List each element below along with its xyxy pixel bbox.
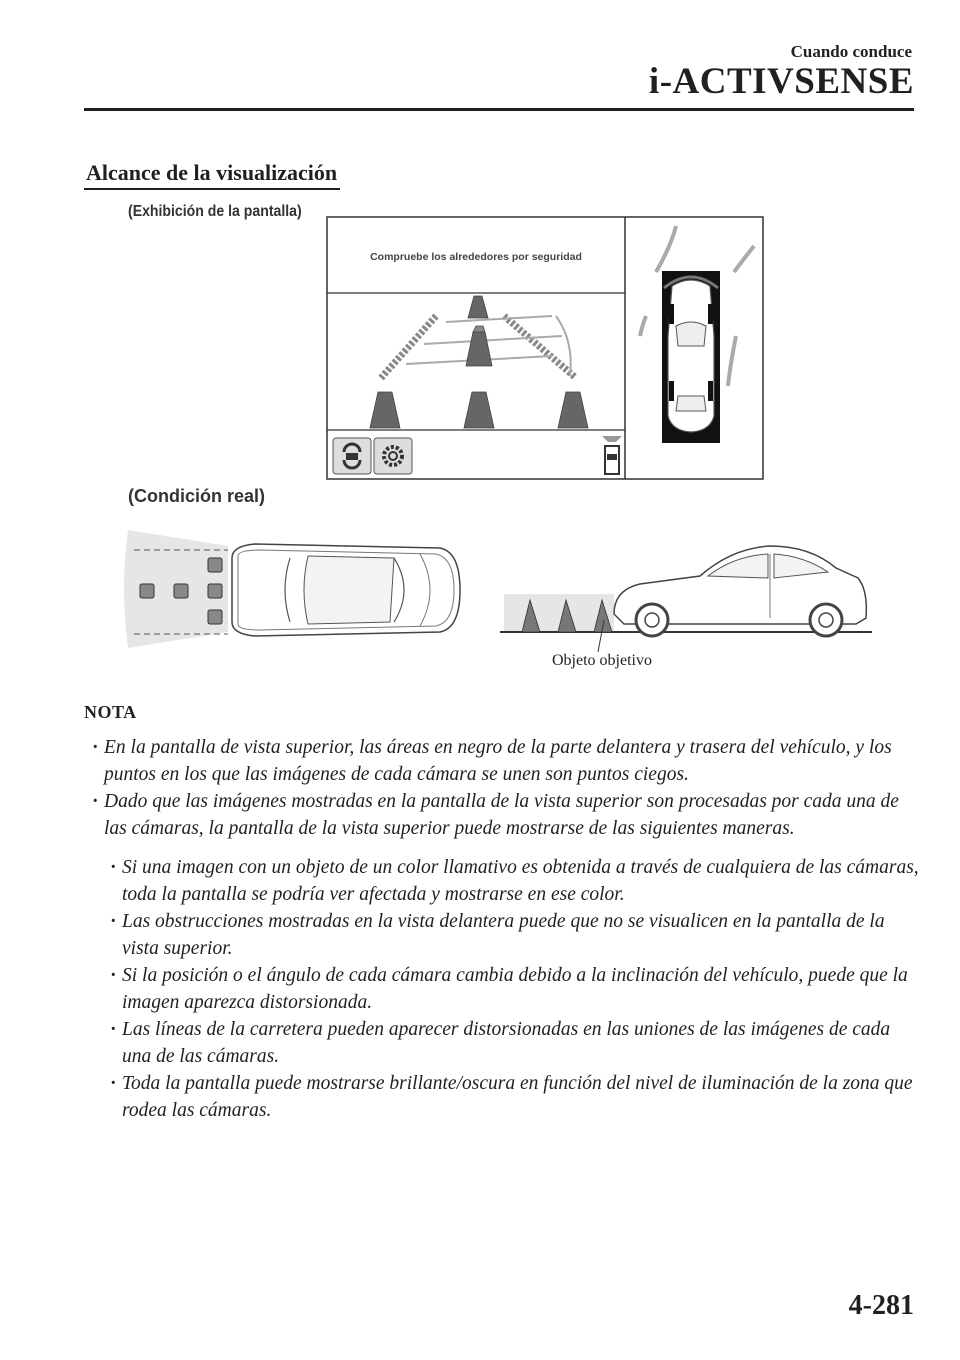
screen-banner-text: Compruebe los alrededores por seguridad bbox=[370, 251, 582, 263]
actual-condition-label: (Condición real) bbox=[128, 486, 266, 506]
settings-gear-button[interactable] bbox=[374, 438, 412, 474]
note-subitem: · Toda la pantalla puede mostrarse brillante/oscura en función del nivel de iluminación de la zona que rodea las cámaras. bbox=[102, 1070, 924, 1124]
camera-switch-button[interactable] bbox=[333, 438, 371, 474]
note-subitem: · Si una imagen con un objeto de un color llamativo es obtenida a través de cualquiera de las cámaras, toda la pantalla se podría ver afectada y mostrarse en ese color. bbox=[102, 854, 924, 908]
note-subitem: · Si la posición o el ángulo de cada cámara cambia debido a la inclinación del vehículo, puede que la imagen aparezca distorsionada. bbox=[102, 962, 924, 1016]
section-title-underline bbox=[84, 188, 340, 190]
note-subitem: · Las obstrucciones mostradas en la vista delantera puede que no se visualicen en la pantalla de la vista superior. bbox=[102, 908, 924, 962]
section-title: Alcance de la visualización bbox=[86, 160, 338, 185]
side-view-scene bbox=[500, 546, 872, 652]
note-list bbox=[84, 734, 924, 842]
screen-display-figure bbox=[326, 216, 764, 480]
note-body bbox=[84, 734, 924, 1124]
note-heading: NOTA bbox=[84, 702, 137, 722]
header-rule bbox=[84, 108, 914, 111]
target-object-label: Objeto objetivo bbox=[552, 652, 652, 669]
screen-display-label: (Exhibición de la pantalla) bbox=[128, 203, 302, 220]
chapter-title: Cuando conduce bbox=[790, 42, 912, 61]
note-item: · En la pantalla de vista superior, las áreas en negro de la parte delantera y trasera del vehículo, y los puntos en los que las imágenes de cada cámara se unen son puntos ciegos. bbox=[84, 734, 924, 788]
note-item: · Dado que las imágenes mostradas en la pantalla de la vista superior son procesadas por cada una de las cámaras, la pantalla de la vista superior puede mostrarse de las siguientes maneras. bbox=[84, 788, 924, 842]
note-subitem: · Las líneas de la carretera pueden aparecer distorsionadas en las uniones de las imágenes de cada una de las cámaras. bbox=[102, 1016, 924, 1070]
actual-condition-figure bbox=[120, 518, 880, 668]
top-down-car-with-view-area bbox=[124, 530, 460, 648]
section-header: i-ACTIVSENSE bbox=[648, 61, 914, 102]
note-sublist bbox=[84, 854, 924, 1124]
page-number: 4-281 bbox=[848, 1290, 914, 1321]
